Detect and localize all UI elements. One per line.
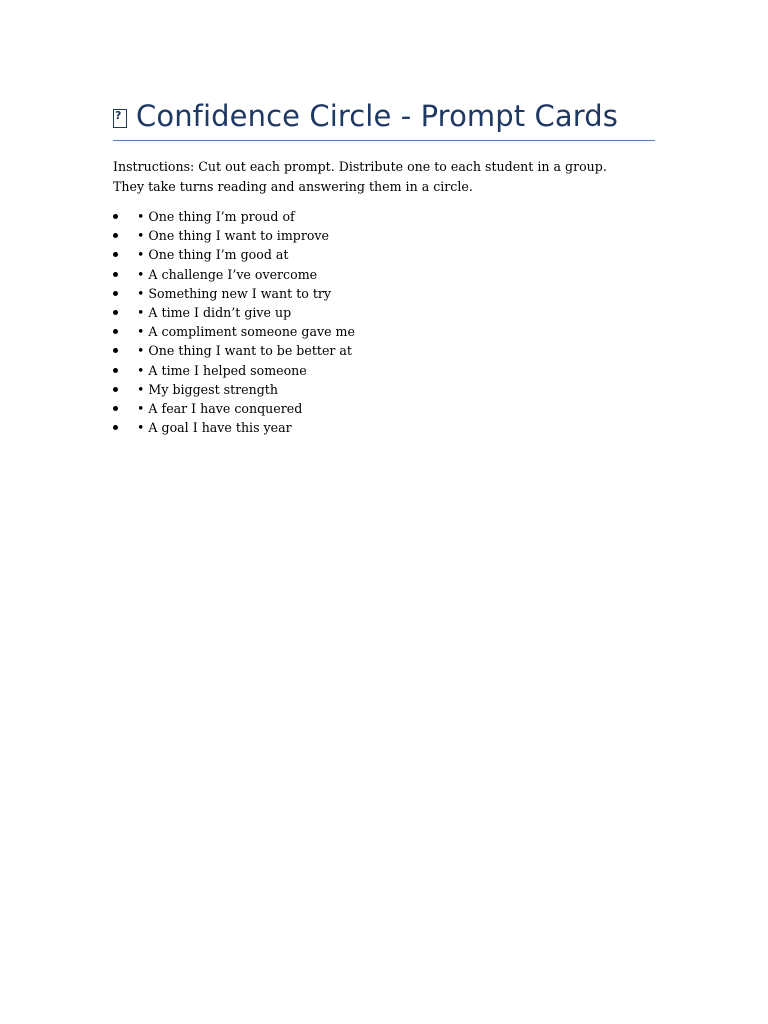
list-item — [113, 418, 655, 437]
prompt-text: • A compliment someone gave me — [137, 324, 355, 340]
instructions-text: Instructions: Cut out each prompt. Distribute one to each student in a group. They take turns reading and answering them in a circle. — [113, 159, 607, 194]
bullet-icon — [113, 387, 118, 392]
bullet-icon — [113, 214, 118, 219]
list-item — [113, 399, 655, 418]
prompt-text: • One thing I’m good at — [137, 247, 289, 263]
prompt-text: • One thing I want to be better at — [137, 343, 352, 359]
bullet-icon — [113, 368, 118, 373]
list-item — [113, 284, 655, 303]
bullet-icon — [113, 329, 118, 334]
list-item — [113, 226, 655, 245]
list-item — [113, 265, 655, 284]
page-title: Confidence Circle - Prompt Cards — [136, 99, 619, 133]
list-item — [113, 361, 655, 380]
prompt-list — [113, 207, 655, 437]
bullet-icon — [113, 348, 118, 353]
prompt-text: • A time I helped someone — [137, 362, 307, 378]
prompt-text: • Something new I want to try — [137, 285, 332, 301]
bullet-icon — [113, 233, 118, 238]
prompt-text: • My biggest strength — [137, 381, 278, 397]
bullet-icon — [113, 406, 118, 411]
prompt-text: • A challenge I’ve overcome — [137, 266, 318, 282]
prompt-text: • One thing I’m proud of — [137, 209, 295, 224]
list-item — [113, 245, 655, 264]
bullet-icon — [113, 272, 118, 277]
prompt-text: • A goal I have this year — [137, 420, 292, 436]
list-item — [113, 207, 655, 226]
missing-glyph-icon — [113, 109, 127, 128]
list-item — [113, 341, 655, 360]
document-page — [113, 96, 655, 437]
prompt-text: • One thing I want to improve — [137, 228, 329, 244]
bullet-icon — [113, 291, 118, 296]
list-item — [113, 380, 655, 399]
bullet-icon — [113, 252, 118, 257]
title-row — [113, 96, 655, 141]
prompt-text: • A fear I have conquered — [137, 401, 303, 417]
list-item — [113, 303, 655, 322]
bullet-icon — [113, 310, 118, 315]
bullet-icon — [113, 425, 118, 430]
prompt-text: • A time I didn’t give up — [137, 305, 292, 321]
list-item — [113, 322, 655, 341]
